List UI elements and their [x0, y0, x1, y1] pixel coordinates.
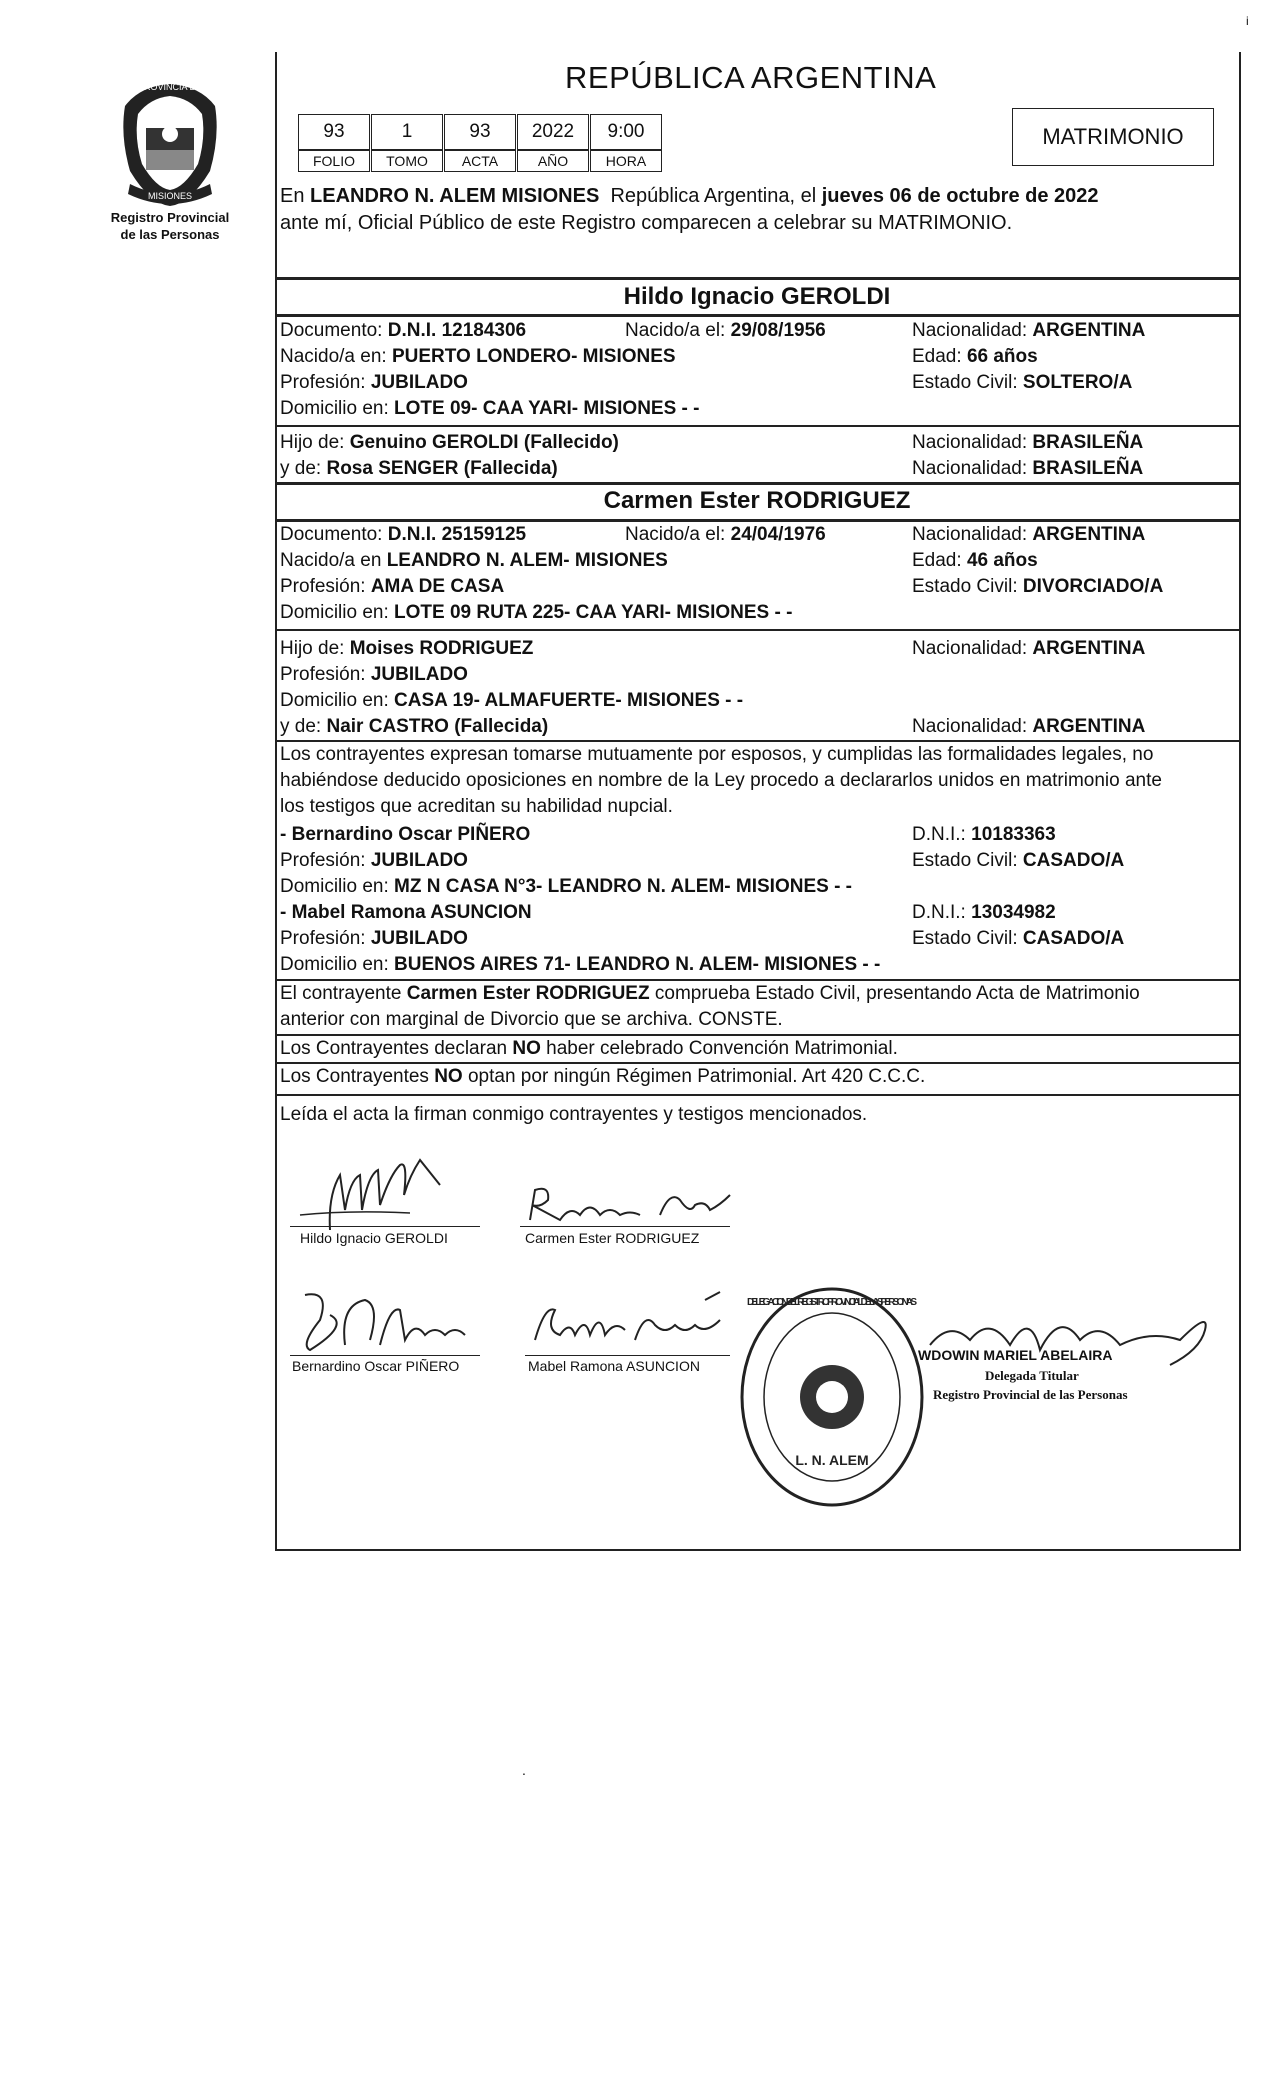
witness-2-signature: [525, 1290, 735, 1350]
bride-signature-line: [520, 1226, 730, 1227]
folio-value: 93: [298, 114, 370, 150]
value: LEANDRO N. ALEM- MISIONES: [386, 550, 668, 571]
groom-father-nationality: [912, 430, 1143, 456]
label: Edad:: [912, 346, 962, 367]
label: D.N.I.:: [912, 902, 966, 923]
bride-father-domicile: [280, 688, 743, 714]
witness-2-domicile: [280, 952, 880, 978]
groom-civil-status: [912, 370, 1132, 396]
country-title: REPÚBLICA ARGENTINA: [565, 60, 937, 95]
label: Nacionalidad:: [912, 716, 1028, 737]
divider: [275, 629, 1239, 631]
witness-2-signature-line: [525, 1355, 730, 1356]
label: Domicilio en:: [280, 876, 389, 897]
intro-mid: República Argentina, el: [610, 185, 817, 207]
bride-father: [280, 636, 533, 662]
stamp-city: L. N. ALEM: [795, 1452, 869, 1468]
intro-line-1: [280, 183, 1099, 209]
value: Nair CASTRO (Fallecida): [326, 716, 549, 737]
value: 66 años: [966, 346, 1038, 367]
provincial-seal-icon: [100, 76, 240, 211]
groom-mother: [280, 456, 558, 482]
value: ARGENTINA: [1032, 524, 1146, 545]
value: D.N.I. 25159125: [387, 524, 527, 545]
value: CASADO/A: [1022, 928, 1125, 949]
groom-document: [280, 318, 526, 344]
label: Hijo de:: [280, 432, 345, 453]
value: LOTE 09 RUTA 225- CAA YARI- MISIONES - -: [394, 602, 793, 623]
groom-signature-label: Hildo Ignacio GEROLDI: [300, 1230, 448, 1246]
label: Nacionalidad:: [912, 524, 1028, 545]
civil-note-line-1: [280, 981, 1140, 1007]
label: Estado Civil:: [912, 928, 1018, 949]
bride-mother-nationality: [912, 714, 1145, 740]
bride-civil-status: [912, 574, 1163, 600]
text: Los Contrayentes: [280, 1066, 429, 1087]
divider: [275, 482, 1239, 485]
text: Los Contrayentes declaran: [280, 1038, 508, 1059]
official-stamp: [735, 1285, 930, 1515]
name: Carmen Ester RODRIGUEZ: [406, 983, 650, 1004]
value: MZ N CASA N°3- LEANDRO N. ALEM- MISIONES - -: [394, 876, 853, 897]
declaration-line-2: habiéndose deducido oposiciones en nombre de la Ley procedo a declararlos unidos en matrimonio ante: [280, 770, 1162, 791]
label: Profesión:: [280, 576, 366, 597]
seal-text-top: PROVINCIA DE: [137, 82, 203, 92]
groom-domicile: [280, 396, 700, 422]
groom-mother-nationality: [912, 456, 1143, 482]
value: CASA 19- ALMAFUERTE- MISIONES - -: [394, 690, 744, 711]
value: ARGENTINA: [1032, 320, 1146, 341]
bride-birthdate: [625, 522, 826, 548]
value: JUBILADO: [370, 850, 468, 871]
closing-statement: Leída el acta la firman conmigo contrayentes y testigos mencionados.: [280, 1104, 868, 1125]
value: SOLTERO/A: [1022, 372, 1133, 393]
label: Hijo de:: [280, 638, 345, 659]
witness-2-civil-status: [912, 926, 1124, 952]
convention-statement: [280, 1036, 898, 1062]
label: Nacionalidad:: [912, 458, 1028, 479]
bride-domicile: [280, 600, 792, 626]
ano-label: AÑO: [517, 150, 589, 172]
logo-caption-1: Registro Provincial: [110, 210, 230, 225]
acta-label: ACTA: [444, 150, 516, 172]
value: 13034982: [971, 902, 1056, 923]
groom-profession: [280, 370, 468, 396]
label: Estado Civil:: [912, 372, 1018, 393]
groom-father: [280, 430, 619, 456]
value: BUENOS AIRES 71- LEANDRO N. ALEM- MISIONES - -: [394, 954, 881, 975]
value: Rosa SENGER (Fallecida): [326, 458, 558, 479]
declaration-line-3: los testigos que acreditan su habilidad nupcial.: [280, 796, 673, 817]
label: Domicilio en:: [280, 690, 389, 711]
declaration-line-1: Los contrayentes expresan tomarse mutuamente por esposos, y cumplidas las formalidades legales, no: [280, 744, 1154, 765]
footer-mark: .: [522, 1762, 526, 1778]
value: 10183363: [971, 824, 1056, 845]
divider: [275, 277, 1239, 280]
bride-name: Carmen Ester RODRIGUEZ: [603, 487, 911, 514]
groom-age: [912, 344, 1038, 370]
corner-mark: i: [1246, 14, 1249, 28]
groom-birthplace: [280, 344, 676, 370]
witness-1-signature-label: Bernardino Oscar PIÑERO: [292, 1358, 460, 1374]
groom-nationality: [912, 318, 1145, 344]
label: Nacido/a el:: [625, 524, 726, 545]
witness-1-signature: [290, 1285, 480, 1355]
ano-value: 2022: [517, 114, 589, 150]
divider: [275, 425, 1239, 427]
value: AMA DE CASA: [370, 576, 505, 597]
bride-birthplace: [280, 548, 668, 574]
folio-label: FOLIO: [298, 150, 370, 172]
text: El contrayente: [280, 983, 402, 1004]
value: PUERTO LONDERO- MISIONES: [391, 346, 676, 367]
value: ARGENTINA: [1032, 716, 1146, 737]
value: BRASILEÑA: [1032, 458, 1144, 479]
value: JUBILADO: [370, 928, 468, 949]
witness-2-profession: [280, 926, 468, 952]
bride-father-profession: [280, 662, 468, 688]
text: haber celebrado Convención Matrimonial.: [546, 1038, 898, 1059]
official-title: Delegada Titular: [985, 1368, 1079, 1383]
doc-type-box: [1012, 108, 1214, 166]
value: ARGENTINA: [1032, 638, 1146, 659]
witness-1-profession: [280, 848, 468, 874]
bride-signature-label: Carmen Ester RODRIGUEZ: [525, 1230, 700, 1246]
witness-2-signature-label: Mabel Ramona ASUNCION: [528, 1358, 700, 1374]
bride-mother: [280, 714, 548, 740]
emphasis: NO: [512, 1038, 541, 1059]
stamp-ring-text: DELEGACION DEL REGISTRO PROVINCIAL DE LAS PERSONAS: [747, 1297, 917, 1308]
intro-line-2: ante mí, Oficial Público de este Registro comparecen a celebrar su MATRIMONIO.: [280, 212, 1013, 234]
label: y de:: [280, 716, 322, 737]
label: D.N.I.:: [912, 824, 966, 845]
label: Documento:: [280, 320, 383, 341]
label: Domicilio en:: [280, 398, 389, 419]
divider: [275, 314, 1239, 317]
groom-signature: [290, 1155, 480, 1235]
label: Nacionalidad:: [912, 432, 1028, 453]
civil-note-line-2: anterior con marginal de Divorcio que se archiva. CONSTE.: [280, 1009, 783, 1030]
bride-nationality: [912, 522, 1145, 548]
tomo-value: 1: [371, 114, 443, 150]
hora-label: HORA: [590, 150, 662, 172]
value: LOTE 09- CAA YARI- MISIONES - -: [394, 398, 700, 419]
seal-text-bottom: MISIONES: [147, 191, 193, 201]
value: Genuino GEROLDI (Fallecido): [349, 432, 619, 453]
tomo-label: TOMO: [371, 150, 443, 172]
label: Domicilio en:: [280, 954, 389, 975]
value: BRASILEÑA: [1032, 432, 1144, 453]
label: Profesión:: [280, 372, 366, 393]
label: Profesión:: [280, 850, 366, 871]
doc-type-label: MATRIMONIO: [1042, 124, 1184, 149]
provincial-logo: [100, 76, 240, 211]
label: Estado Civil:: [912, 576, 1018, 597]
text: comprueba Estado Civil, presentando Acta de Matrimonio: [654, 983, 1140, 1004]
divider: [275, 1094, 1239, 1096]
value: Moises RODRIGUEZ: [349, 638, 534, 659]
value: 46 años: [966, 550, 1038, 571]
value: DIVORCIADO/A: [1022, 576, 1164, 597]
label: Nacido/a el:: [625, 320, 726, 341]
value: CASADO/A: [1022, 850, 1125, 871]
bride-document: [280, 522, 526, 548]
label: Profesión:: [280, 664, 366, 685]
intro-date: jueves 06 de octubre de 2022: [821, 185, 1099, 207]
label: Nacionalidad:: [912, 320, 1028, 341]
witness-1-dni: [912, 822, 1056, 848]
groom-birthdate: [625, 318, 826, 344]
groom-name: Hildo Ignacio GEROLDI: [623, 283, 891, 310]
witness-2-name: - Mabel Ramona ASUNCION: [280, 902, 532, 923]
value: D.N.I. 12184306: [387, 320, 527, 341]
bride-father-nationality: [912, 636, 1145, 662]
official-organization: Registro Provincial de las Personas: [933, 1387, 1128, 1402]
intro-prefix: En: [280, 185, 305, 207]
witness-1-signature-line: [290, 1355, 480, 1356]
value: JUBILADO: [370, 372, 468, 393]
hora-value: 9:00: [590, 114, 662, 150]
label: Nacido/a en: [280, 550, 382, 571]
value: JUBILADO: [370, 664, 468, 685]
label: Nacionalidad:: [912, 638, 1028, 659]
logo-caption-2: de las Personas: [120, 227, 220, 242]
value: 24/04/1976: [730, 524, 826, 545]
witness-2-dni: [912, 900, 1056, 926]
witness-1-name: - Bernardino Oscar PIÑERO: [280, 824, 531, 845]
regime-statement: [280, 1064, 925, 1090]
bride-signature: [520, 1180, 740, 1230]
label: Edad:: [912, 550, 962, 571]
witness-1-domicile: [280, 874, 852, 900]
acta-value: 93: [444, 114, 516, 150]
label: Estado Civil:: [912, 850, 1018, 871]
label: Domicilio en:: [280, 602, 389, 623]
label: Profesión:: [280, 928, 366, 949]
official-name: WDOWIN MARIEL ABELAIRA: [918, 1347, 1113, 1363]
bride-age: [912, 548, 1038, 574]
intro-place: LEANDRO N. ALEM MISIONES: [310, 185, 600, 207]
bride-profession: [280, 574, 504, 600]
label: y de:: [280, 458, 322, 479]
emphasis: NO: [434, 1066, 463, 1087]
witness-1-civil-status: [912, 848, 1124, 874]
groom-signature-line: [290, 1226, 480, 1227]
label: Nacido/a en:: [280, 346, 387, 367]
text: optan por ningún Régimen Patrimonial. Art 420 C.C.C.: [467, 1066, 926, 1087]
value: 29/08/1956: [730, 320, 826, 341]
label: Documento:: [280, 524, 383, 545]
